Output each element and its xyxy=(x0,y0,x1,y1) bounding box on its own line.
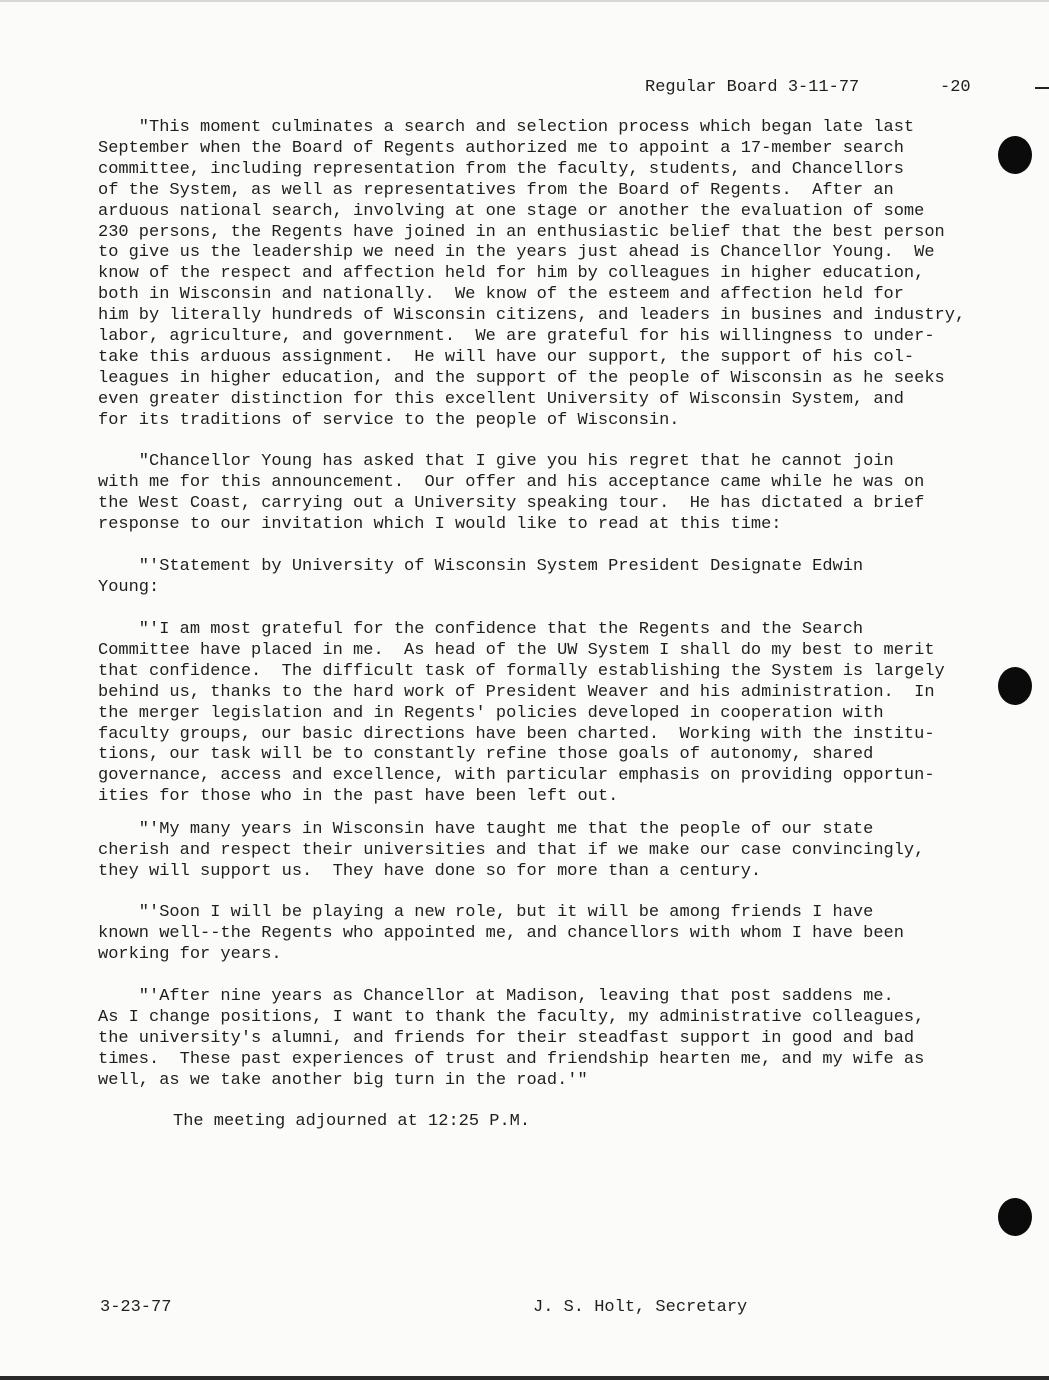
footer-date: 3-23-77 xyxy=(100,1298,172,1317)
paragraph-nine-years: "'After nine years as Chancellor at Madison, leaving that post saddens me. As I change positions, I want to thank the faculty, my administrative colleagues, the university's alumni, and friends for their steadfast support in good and bad times. These past experiences of trust and friendship hearten me, and my wife as well, as we take another big turn in the road.'" xyxy=(98,987,925,1090)
top-page-edge xyxy=(0,0,1049,2)
paragraph-statement-heading: "'Statement by University of Wisconsin System President Designate Edwin Young: xyxy=(98,557,864,597)
punch-hole-bottom xyxy=(998,1198,1032,1236)
paragraph-chancellor-regret: "Chancellor Young has asked that I give you his regret that he cannot join with me for this announcement. Our offer and his acceptance came while he was on the West Coast, carrying out a University speaking tour. He has dictated a brief response to our invitation which I would like to read at this time: xyxy=(98,452,925,534)
paragraph-many-years: "'My many years in Wisconsin have taught me that the people of our state cherish and respect their universities and that if we make our case convincingly, they will support us. They have done so for more than a century. xyxy=(98,820,925,881)
paragraph-new-role: "'Soon I will be playing a new role, but it will be among friends I have known well--the Regents who appointed me, and chancellors with whom I have been working for years. xyxy=(98,903,904,964)
margin-mark xyxy=(1035,87,1049,89)
punch-hole-top xyxy=(998,136,1032,174)
page-number: -20 xyxy=(940,78,971,97)
paragraph-grateful: "'I am most grateful for the confidence that the Regents and the Search Committee have placed in me. As head of the UW System I shall do my best to merit that confidence. The difficult task of formally establishing the System is largely behind us, thanks to the hard work of President Weaver and his administration. In the merger legislation and in Regents' policies developed in cooperation with faculty groups, our basic directions have been charted. Working with the institu- tions, our task will be to constantly refine those goals of autonomy, shared governance, access and excellence, with particular emphasis on providing opportun- ities for those who in the past have been left out. xyxy=(98,620,945,807)
page-header-title: Regular Board 3-11-77 xyxy=(645,78,860,97)
meeting-adjourned: The meeting adjourned at 12:25 P.M. xyxy=(173,1112,531,1131)
bottom-page-edge xyxy=(0,1376,1049,1380)
secretary-signature: J. S. Holt, Secretary xyxy=(533,1298,748,1317)
paragraph-search-process: "This moment culminates a search and selection process which began late last September when the Board of Regents authorized me to appoint a 17-member search committee, including representation from the faculty, students, and Chancellors of the System, as well as representatives from the Board of Regents. After an arduous national search, involving at one stage or another the evaluation of some 230 persons, the Regents have joined in an enthusiastic belief that the best person to give us the leadership we need in the years just ahead is Chancellor Young. We know of the respect and affection held for him by colleagues in higher education, both in Wisconsin and nationally. We know of the esteem and affection held for him by literally hundreds of Wisconsin citizens, and leaders in busines and industry, labor, agriculture, and government. We are grateful for his willingness to under- take this arduous assignment. He will have our support, the support of his col- leagues in higher education, and the support of the people of Wisconsin as he seeks even greater distinction for this excellent University of Wisconsin System, and for its traditions of service to the people of Wisconsin. xyxy=(98,118,966,430)
punch-hole-middle xyxy=(998,667,1032,705)
